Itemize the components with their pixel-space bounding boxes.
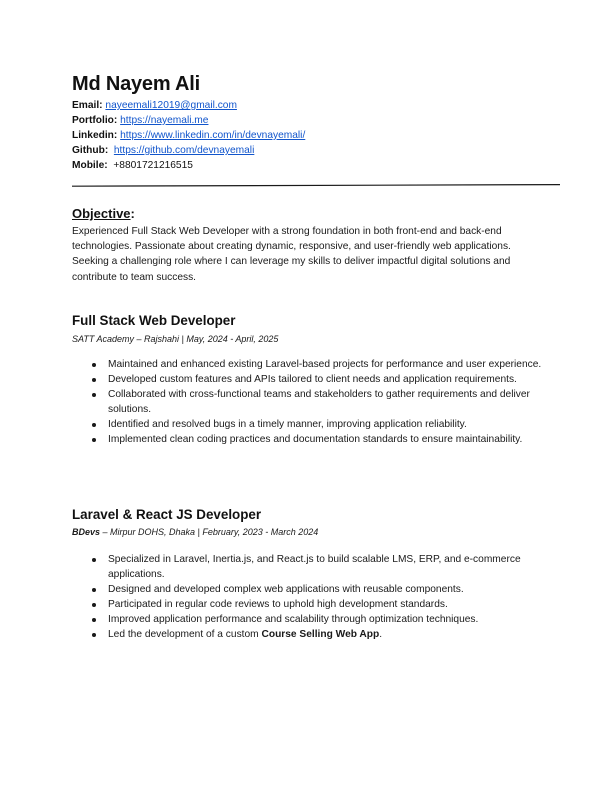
list-item: Implemented clean coding practices and documentation standards to ensure maintainability.: [72, 432, 542, 447]
list-item: Led the development of a custom Course Selling Web App.: [72, 627, 542, 642]
bullet-icon: [92, 438, 96, 442]
bullet-icon: [92, 378, 96, 382]
github-link[interactable]: https://github.com/devnayemali: [113, 145, 255, 156]
contact-info: [72, 98, 305, 173]
bullet-icon: [92, 423, 96, 427]
bullet-icon: [92, 588, 96, 592]
list-item: Collaborated with cross-functional teams and stakeholders to gather requirements and deliver solutions.: [72, 387, 542, 417]
list-item: Improved application performance and scalability through optimization techniques.: [72, 612, 542, 627]
email-label: Email:: [72, 100, 103, 111]
list-item: Developed custom features and APIs tailored to client needs and application requirements.: [72, 372, 542, 387]
portfolio-label: Portfolio:: [72, 115, 118, 126]
github-label: Github:: [72, 145, 109, 156]
job-title: Laravel & React JS Developer: [72, 507, 262, 522]
job-meta: [72, 526, 318, 538]
list-item: Designed and developed complex web applications with reusable components.: [72, 582, 542, 597]
email-link[interactable]: nayeemali12019@gmail.com: [105, 100, 237, 111]
linkedin-label: Linkedin:: [72, 130, 118, 141]
bullet-icon: [92, 633, 96, 637]
portfolio-link[interactable]: https://nayemali.me: [120, 115, 209, 126]
contact-linkedin: [72, 128, 305, 143]
mobile-number: +8801721216515: [113, 160, 193, 171]
contact-portfolio: [72, 113, 305, 128]
candidate-name: Md Nayem Ali: [72, 73, 201, 95]
job-location-dates: – Rajshahi | May, 2024 - April, 2025: [134, 334, 279, 344]
job-title: Full Stack Web Developer: [72, 313, 236, 328]
job-meta: [72, 333, 278, 345]
contact-email: [72, 98, 305, 113]
job-responsibilities: [72, 552, 542, 643]
company-name: BDevs: [72, 527, 101, 537]
bullet-icon: [92, 393, 96, 397]
contact-mobile: [72, 158, 305, 173]
contact-github: [72, 143, 305, 158]
bullet-icon: [92, 363, 96, 367]
job-responsibilities: [72, 357, 542, 448]
objective-text: Experienced Full Stack Web Developer with a strong foundation in both front-end and back-end technologies. Passionate about creating dynamic, responsive, and user-friendly web applications. Seeking a challenging role where I can leverage my skills to deliver impactful digital solutions and contribute to team success.: [72, 226, 511, 283]
list-item: Maintained and enhanced existing Laravel-based projects for performance and user experience.: [72, 357, 542, 372]
job-location-dates: – Mirpur DOHS, Dhaka | February, 2023 - March 2024: [100, 527, 319, 537]
objective-heading: Objective:: [72, 206, 135, 221]
linkedin-link[interactable]: https://www.linkedin.com/in/devnayemali/: [120, 130, 306, 141]
list-item: Participated in regular code reviews to uphold high development standards.: [72, 597, 542, 612]
list-item: Identified and resolved bugs in a timely manner, improving application reliability.: [72, 417, 542, 432]
company-name: SATT Academy: [72, 334, 135, 344]
bullet-icon: [92, 603, 96, 607]
horizontal-divider: [72, 184, 560, 186]
bullet-icon: [92, 618, 96, 622]
list-item: Specialized in Laravel, Inertia.js, and React.js to build scalable LMS, ERP, and e-commerce applications.: [72, 552, 542, 582]
bullet-icon: [92, 558, 96, 562]
mobile-label: Mobile:: [72, 160, 108, 171]
